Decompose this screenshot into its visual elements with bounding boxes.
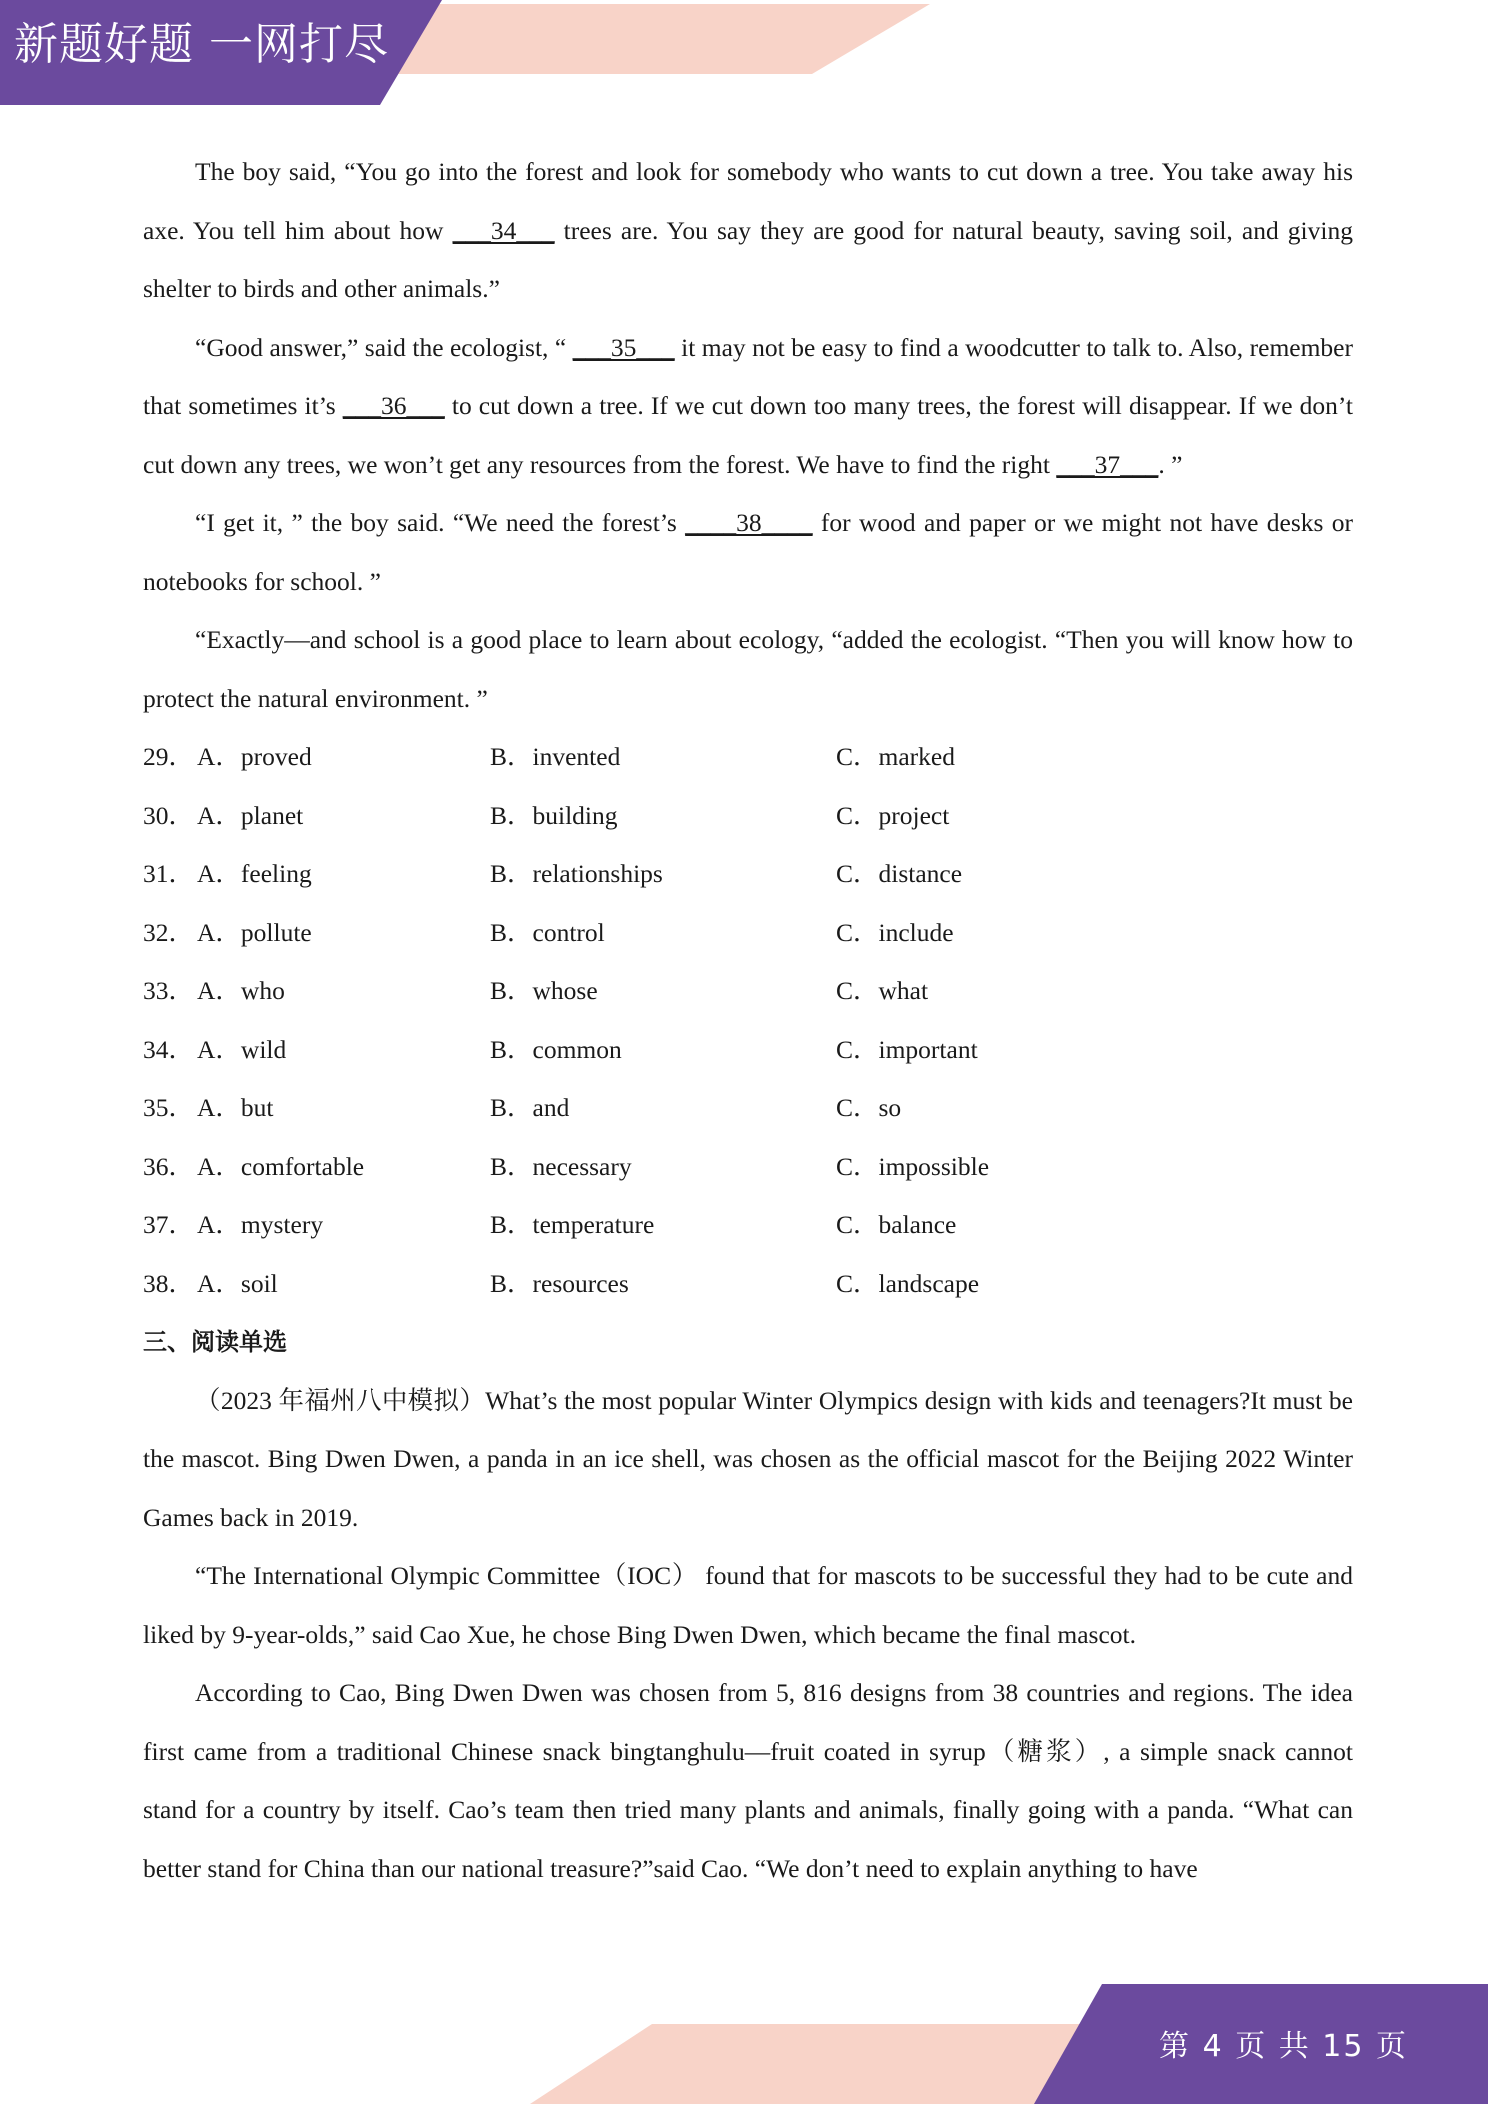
question-number: 29． [143, 742, 195, 771]
option-a: A．soil [197, 1268, 278, 1298]
option-b: B．and [490, 1093, 570, 1122]
question-number: 34． [143, 1034, 195, 1064]
option-c: C．what [836, 976, 929, 1005]
option-b: B．building [490, 800, 618, 830]
question-number: 32． [143, 917, 195, 947]
option-row-32 [143, 904, 1353, 963]
reading-paragraph-2: “The International Olympic Committee（IOC） found that for mascots to be successful they had to be cute and liked by 9-year-olds,” said Cao Xue, he chose Bing Dwen Dwen, which became the final mascot. [143, 1561, 1353, 1649]
option-a: A．proved [197, 742, 312, 771]
question-number: 36． [143, 1151, 195, 1181]
passage-paragraph-4: “Exactly—and school is a good place to learn about ecology, “added the ecologist. “Then you will know how to protect the natural environment. ” [143, 625, 1353, 713]
option-c: C．project [836, 800, 950, 830]
option-c: C．balance [836, 1210, 957, 1239]
reading-paragraph-1: （2023 年福州八中模拟）What’s the most popular Winter Olympics design with kids and teenagers?It must be the mascot. Bing Dwen Dwen, a panda in an ice shell, was chosen as the official mascot for the Beijing 2022 Winter Games back in 2019. [143, 1385, 1353, 1532]
option-row-34 [143, 1021, 1353, 1080]
option-b: B．necessary [490, 1151, 632, 1181]
option-row-31 [143, 845, 1353, 904]
option-c: C．marked [836, 742, 955, 771]
option-row-35 [143, 1079, 1353, 1138]
question-number: 35． [143, 1093, 195, 1122]
blank-37: ___37___ [1056, 449, 1159, 479]
option-a: A．but [197, 1093, 274, 1122]
option-row-33 [143, 962, 1353, 1021]
answer-options-list [143, 728, 1353, 1313]
option-b: B．whose [490, 976, 598, 1005]
passage-paragraph-1: The boy said, “You go into the forest and look for somebody who wants to cut down a tree. You take away his axe. You tell him about how ___34___ trees are. You say they are good for natural beauty, saving soil, and giving shelter to birds and other animals.” [143, 157, 1353, 303]
option-row-30 [143, 787, 1353, 846]
blank-35: ___35___ [572, 332, 675, 362]
option-c: C．so [836, 1093, 902, 1122]
option-a: A．who [197, 976, 285, 1005]
option-a: A．planet [197, 800, 304, 830]
option-row-29 [143, 728, 1353, 787]
question-number: 30． [143, 800, 195, 830]
question-number: 33． [143, 976, 195, 1005]
option-a: A．pollute [197, 917, 312, 947]
option-a: A．comfortable [197, 1151, 365, 1181]
option-b: B．temperature [490, 1210, 655, 1239]
question-number: 38． [143, 1268, 195, 1298]
option-c: C．important [836, 1034, 978, 1064]
header-title: 新题好题 一网打尽 [14, 19, 389, 70]
option-b: B．resources [490, 1268, 629, 1298]
option-c: C．impossible [836, 1151, 990, 1181]
option-b: B．invented [490, 742, 621, 771]
option-a: A．wild [197, 1034, 287, 1064]
section-title: 三、阅读单选 [143, 1328, 287, 1356]
document-body [143, 143, 1353, 1898]
blank-36: ___36___ [342, 391, 445, 420]
option-c: C．include [836, 917, 954, 947]
blank-34: ___34___ [452, 215, 555, 245]
option-row-37 [143, 1196, 1353, 1255]
passage-paragraph-3: “I get it, ” the boy said. “We need the forest’s ____38____ for wood and paper or we might not have desks or notebooks for school. ” [143, 508, 1353, 596]
option-row-36 [143, 1138, 1353, 1197]
option-b: B．control [490, 917, 605, 947]
question-number: 37． [143, 1210, 195, 1239]
option-a: A．feeling [197, 859, 312, 888]
blank-38: ____38____ [685, 508, 813, 537]
reading-paragraph-3: According to Cao, Bing Dwen Dwen was chosen from 5, 816 designs from 38 countries and regions. The idea first came from a traditional Chinese snack bingtanghulu—fruit coated in syrup（糖浆）, a simple snack cannot stand for a country by itself. Cao’s team then tried many plants and animals, finally going with a panda. “What can better stand for China than our national treasure?”said Cao. “We don’t need to explain anything to have [143, 1678, 1353, 1883]
option-b: B．common [490, 1034, 622, 1064]
option-b: B．relationships [490, 859, 663, 888]
question-number: 31． [143, 859, 195, 888]
option-c: C．landscape [836, 1268, 980, 1298]
passage-paragraph-2: “Good answer,” said the ecologist, “ ___35___ it may not be easy to find a woodcutter to talk to. Also, remember that sometimes it’s ___36___ to cut down a tree. If we cut down too many trees, the forest will disappear. If we don’t cut down any trees, we won’t get any resources from the forest. We have to find the right ___37___. ” [143, 332, 1353, 479]
page-number: 第 4 页 共 15 页 [1159, 2029, 1408, 2064]
option-c: C．distance [836, 859, 963, 888]
option-a: A．mystery [197, 1210, 324, 1239]
option-row-38 [143, 1255, 1353, 1314]
